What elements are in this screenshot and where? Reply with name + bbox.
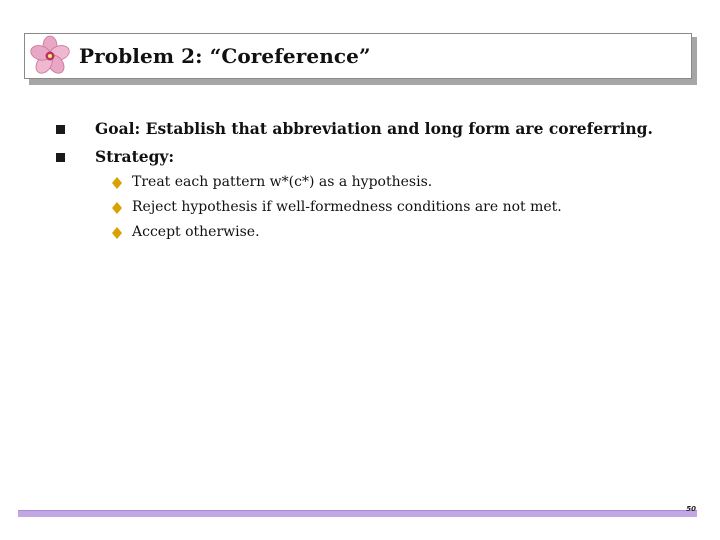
- bullet-strategy: Strategy:: [95, 147, 175, 166]
- slide-title: Problem 2: “Coreference”: [79, 44, 371, 68]
- sub-bullet-reject: Reject hypothesis if well-formedness conditions are not met.: [132, 199, 562, 215]
- sub-bullet-accept: Accept otherwise.: [132, 224, 260, 240]
- diamond-bullet-icon: [112, 227, 122, 239]
- cherry-blossom-icon: [28, 34, 72, 78]
- diamond-bullet-icon: [112, 177, 122, 189]
- square-bullet-icon: [56, 153, 65, 162]
- page-number: 50: [686, 505, 696, 513]
- diamond-bullet-icon: [112, 202, 122, 214]
- square-bullet-icon: [56, 125, 65, 134]
- sub-bullet-treat: Treat each pattern w*(c*) as a hypothesis.: [132, 174, 433, 190]
- footer-bar: [18, 510, 697, 517]
- bullet-goal: Goal: Establish that abbreviation and long form are coreferring.: [95, 119, 653, 138]
